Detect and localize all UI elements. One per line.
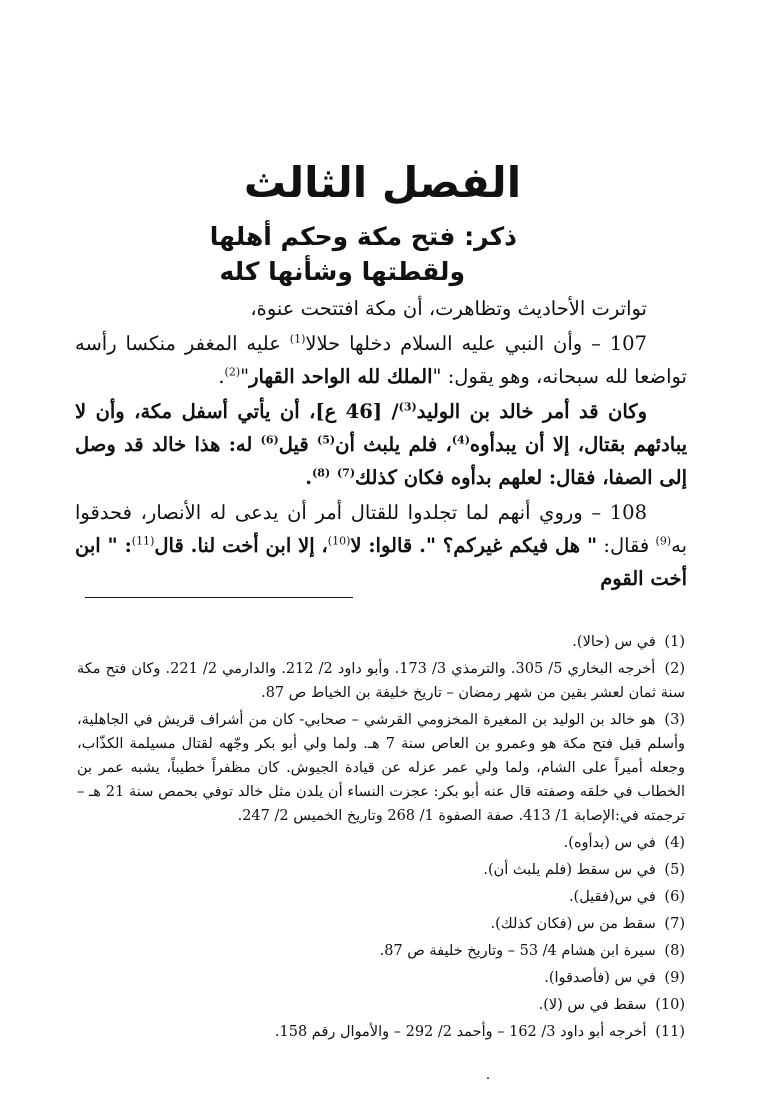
footnote-text: سقط من س (فكان كذلك). (490, 916, 656, 932)
footnote-item (77, 939, 685, 963)
footnote-ref[interactable]: (7) (336, 466, 356, 480)
paragraph-text: عليه المغفر منكسا رأسه تواضعا لله سبحانه، وهو يقول: " (75, 332, 687, 388)
footnote-item (77, 1020, 685, 1044)
footnote-ref[interactable]: (11) (131, 534, 155, 548)
footnote-item (77, 708, 685, 828)
footnote-number: (7) (664, 916, 685, 932)
paragraph-text: ، فلم يلبث أن (335, 433, 452, 456)
paragraph-text: . (218, 365, 225, 388)
footnote-item (77, 858, 685, 882)
main-text (75, 292, 687, 597)
footnote-separator (85, 597, 353, 598)
paragraph-text: : " ابن أخت القوم (75, 534, 687, 590)
footnote-number: (2) (664, 661, 686, 677)
footnote-number: (11) (655, 1024, 685, 1040)
footnote-ref[interactable]: (1) (289, 332, 306, 346)
footnote-text: هو خالد بن الوليد بن المغيرة المخزومي القرشي – صحابي- كان من أشراف قريش في الجاهلية، وأسلم قبل فتح مكة هو وعمرو بن العاص سنة 7 هـ. ولما ولي أبو بكر وجّهه لقتال مسيلمة الكذّاب، وجعله أميراً على الشام، ولما ولي عمر عزله عن قيادة الجيوش. كان مظفراً خطيباً، يشبه عمر بن الخطاب في خلقه وصفته قال عنه أبو بكر: عجزت النساء أن يلدن مثل خالد توفي بحمص سنة 21 هـ – ترجمته في:الإصابة 1/ 413. صفة الصفوة 1/ 268 وتاريخ الخميس 2/ 247. (77, 712, 686, 824)
footnote-number: (10) (655, 997, 685, 1013)
paragraph-khalid (75, 395, 687, 494)
intro-paragraph (75, 292, 687, 325)
footnote-number: (4) (664, 835, 685, 851)
footnote-item (77, 885, 685, 909)
chapter-subtitle-line1: ذكر: فتح مكة وحكم أهلها (209, 222, 517, 251)
footnote-text: في س (بدأوه). (563, 835, 656, 851)
footnote-ref[interactable]: (9) (655, 534, 672, 548)
footnote-number: (5) (664, 862, 685, 878)
paragraph-text: " هل فيكم غيركم؟ ". قالوا: لا (350, 534, 598, 557)
footnote-number: (6) (664, 889, 685, 905)
footnote-text: أخرجه أبو داود 3/ 162 – وأحمد 2/ 292 – والأموال رقم 158. (274, 1024, 647, 1040)
footnote-number: (1) (664, 634, 685, 650)
paragraph-number: 107 (609, 332, 647, 355)
footnote-text: سقط في س (لا). (538, 997, 647, 1013)
footnote-number: (8) (664, 943, 685, 959)
footnote-text: في س سقط (فلم يلبث أن). (483, 862, 656, 878)
footnote-text: في س (حالا). (572, 634, 656, 650)
footnote-text: في س (فأصدقوا). (544, 970, 656, 986)
paragraph-text: قيل (278, 433, 318, 456)
paragraph-number: 108 (609, 501, 647, 524)
paragraph-text: له: هذا خالد قد وصل إلى الصفا، فقال: لعلهم بدأوه فكان كذلك (75, 433, 687, 489)
footnote-ref[interactable]: (3) (398, 400, 417, 414)
footnote-item (77, 657, 685, 705)
paragraph-text: / [46 ع]، أن يأتي أسفل مكة، وأن لا يبادئهم بقتال، إلا أن يبدأوه (75, 400, 688, 456)
paragraph-107 (75, 327, 687, 393)
chapter-subtitle-line2: ولقطتها وشأنها كله (219, 257, 465, 286)
footnote-ref[interactable]: (8) (312, 466, 331, 480)
paragraph-text: فقال: (597, 534, 656, 557)
footnote-number: (9) (664, 970, 685, 986)
footnote-item (77, 966, 685, 990)
footnote-ref[interactable]: (4) (451, 433, 470, 447)
footnote-text: أخرجه البخاري 5/ 305. والترمذي 3/ 173. وأبو داود 2/ 212. والدارمي 2/ 221. وكان فتح مكة سنة ثمان لعشر بقين من شهر رمضان – تاريخ خليفة بن الخياط ص 87. (77, 661, 685, 701)
paragraph-text: ، إلا ابن أخت لنا. قال (154, 534, 328, 557)
paragraph-108 (75, 496, 687, 595)
paragraph-text: " (240, 365, 250, 388)
footnote-ref[interactable]: (10) (327, 534, 351, 548)
paragraph-text: . (305, 466, 313, 489)
footnote-ref[interactable]: (2) (224, 365, 241, 379)
quoted-phrase: الملك لله الواحد القهار (249, 365, 433, 388)
footnote-item (77, 630, 685, 654)
paragraph-text: وكان قد أمر خالد بن الوليد (416, 400, 647, 423)
footnote-item (77, 993, 685, 1017)
chapter-title: الفصل الثالث (243, 158, 522, 207)
footnotes-list (77, 630, 685, 1047)
intro-text: تواترت الأحاديث وتظاهرت، أن مكة افتتحت عنوة، (250, 297, 647, 320)
footnote-text: سيرة ابن هشام 4/ 53 – وتاريخ خليفة ص 87. (379, 943, 656, 959)
footnote-number: (3) (664, 712, 685, 728)
footnote-item (77, 912, 685, 936)
footnote-ref[interactable]: (5) (317, 433, 336, 447)
paragraph-text: – وأن النبي عليه السلام دخلها حلالا (305, 332, 610, 355)
page-speck (487, 1077, 489, 1079)
paragraph-text: – وروي أنهم لما تجلدوا للقتال أمر أن يدعى له الأنصار، فحدقوا به (75, 501, 687, 557)
footnote-item (77, 831, 685, 855)
footnote-ref[interactable]: (6) (260, 433, 279, 447)
footnote-text: في س(فقيل). (568, 889, 656, 905)
